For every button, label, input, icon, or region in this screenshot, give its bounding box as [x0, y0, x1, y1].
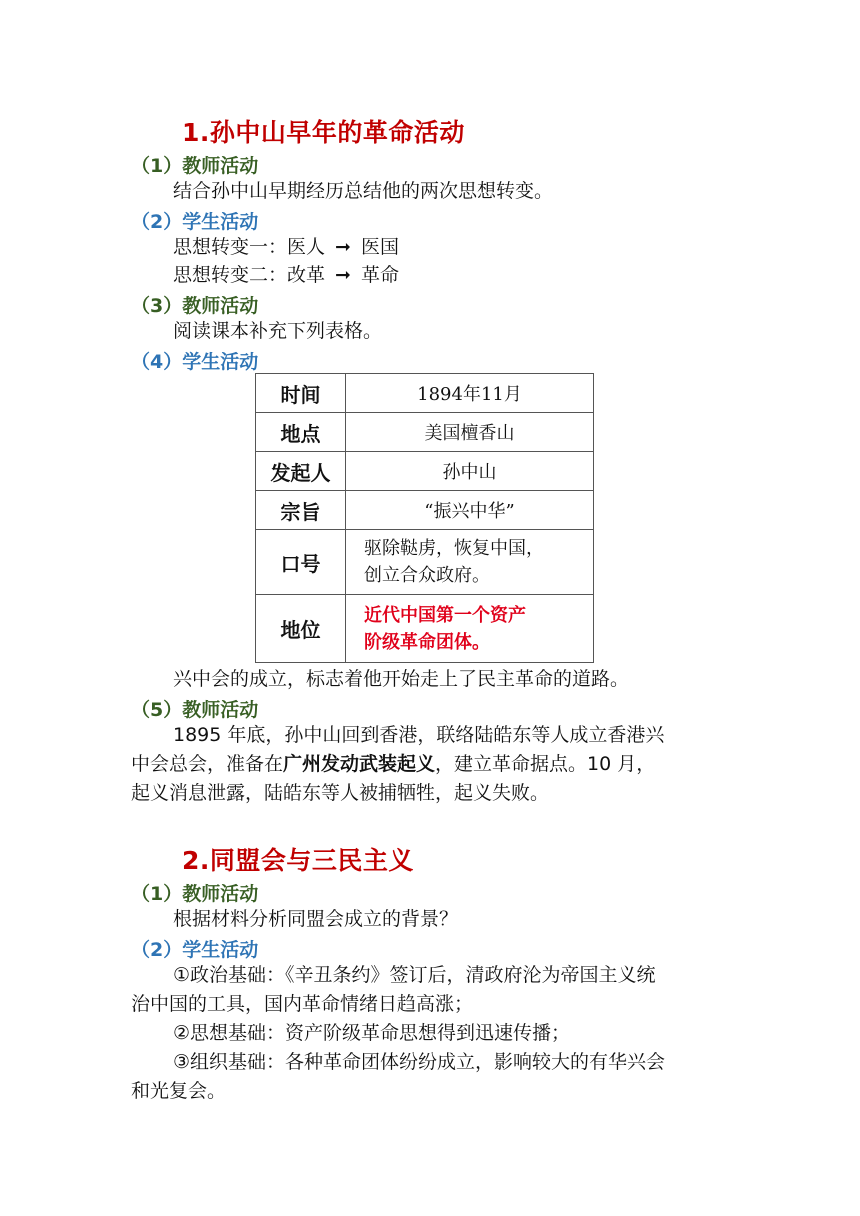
item-number: （2）	[131, 939, 183, 961]
item-number: （1）	[131, 155, 183, 177]
s2-teacher1-text: 根据材料分析同盟会成立的背景？	[173, 908, 459, 930]
shift-label: 思想转变二：	[173, 264, 288, 286]
table-key: 发起人	[256, 452, 346, 491]
s1-teacher3-text: 阅读课本补充下列表格。	[173, 320, 383, 342]
s1-item5-heading	[131, 695, 258, 722]
table-value: 1894年11月	[346, 374, 594, 413]
xingzhonghui-table	[255, 373, 594, 663]
s2-item2-heading	[131, 935, 258, 962]
shift-to: 医国	[360, 236, 399, 258]
value-line: 近代中国第一个资产	[364, 604, 526, 626]
value-line: 阶级革命团体。	[364, 631, 490, 653]
shift-to: 革命	[360, 264, 399, 286]
shift-label: 思想转变一：	[173, 236, 288, 258]
s2-point-line: 和光复会。	[131, 1080, 227, 1102]
table-value: 孙中山	[346, 452, 594, 491]
s1-item3-heading	[131, 291, 258, 318]
s1-teacher5-line2	[131, 750, 655, 779]
item-label: 学生活动	[182, 939, 259, 961]
arrow-right-icon: ➞	[335, 264, 351, 286]
table-row	[256, 491, 594, 530]
table-key: 地位	[256, 595, 346, 663]
s1-teacher5-line1: 1895 年底，孙中山回到香港，联络陆皓东等人成立香港兴	[173, 724, 665, 746]
table-value	[346, 530, 594, 595]
item-label: 学生活动	[182, 351, 259, 373]
s1-item4-heading	[131, 347, 258, 374]
item-label: 教师活动	[182, 155, 259, 177]
item-label: 学生活动	[182, 211, 259, 233]
table-value-highlight	[346, 595, 594, 663]
item-number: （4）	[131, 351, 183, 373]
item-label: 教师活动	[182, 295, 259, 317]
s1-item2-heading	[131, 207, 258, 234]
s1-teacher1-text: 结合孙中山早期经历总结他的两次思想转变。	[173, 180, 554, 202]
table-value: 美国檀香山	[346, 413, 594, 452]
item-label: 教师活动	[182, 699, 259, 721]
emphasized-text: 广州发动武装起义	[283, 753, 436, 775]
s2-point-line: ①政治基础：《辛丑条约》签订后，清政府沦为帝国主义统	[173, 964, 656, 986]
s2-point-line: ③组织基础：各种革命团体纷纷成立，影响较大的有华兴会	[173, 1051, 666, 1073]
table-value: “振兴中华”	[346, 491, 594, 530]
table-key: 宗旨	[256, 491, 346, 530]
table-row	[256, 452, 594, 491]
thought-shift-1	[173, 233, 399, 262]
item-label: 教师活动	[182, 883, 259, 905]
table-row	[256, 530, 594, 595]
text-segment: 中会总会，准备在	[131, 753, 284, 775]
s2-point-line: ②思想基础：资产阶级革命思想得到迅速传播；	[173, 1022, 571, 1044]
text-segment: ，建立革命据点。10 月，	[435, 753, 656, 775]
s1-teacher5-line3: 起义消息泄露，陆皓东等人被捕牺牲，起义失败。	[131, 782, 550, 804]
table-key: 地点	[256, 413, 346, 452]
item-number: （3）	[131, 295, 183, 317]
table-row	[256, 595, 594, 663]
item-number: （5）	[131, 699, 183, 721]
section1-title: 1.孙中山早年的革命活动	[182, 118, 465, 147]
value-line: 创立合众政府。	[364, 565, 490, 586]
value-line: 驱除鞑虏，恢复中国，	[364, 538, 544, 559]
s1-after-table-text: 兴中会的成立，标志着他开始走上了民主革命的道路。	[173, 668, 630, 690]
s2-item1-heading	[131, 879, 258, 906]
shift-from: 改革	[287, 264, 326, 286]
table-row	[256, 413, 594, 452]
s1-item1-heading	[131, 151, 258, 178]
section2-title: 2.同盟会与三民主义	[182, 846, 414, 875]
item-number: （1）	[131, 883, 183, 905]
table-row	[256, 374, 594, 413]
s2-point-line: 治中国的工具，国内革命情绪日趋高涨；	[131, 993, 474, 1015]
arrow-right-icon: ➞	[335, 236, 351, 258]
shift-from: 医人	[287, 236, 326, 258]
thought-shift-2	[173, 261, 399, 290]
table-key: 口号	[256, 530, 346, 595]
table-key: 时间	[256, 374, 346, 413]
item-number: （2）	[131, 211, 183, 233]
